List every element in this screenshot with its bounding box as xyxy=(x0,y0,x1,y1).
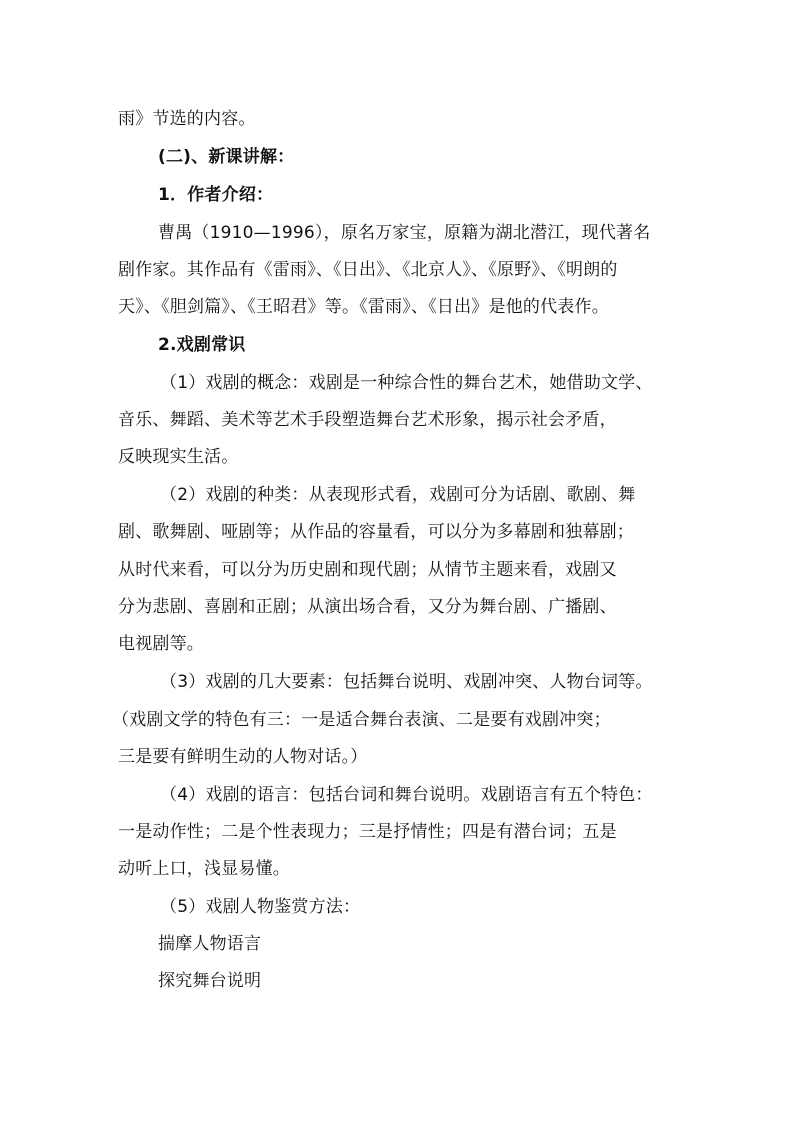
text-line: 天》、《胆剑篇》、《王昭君》等。《雷雨》、《日出》是他的代表作。 xyxy=(118,297,609,317)
text-line: （2）戏剧的种类：从表现形式看，戏剧可分为话剧、歌剧、舞 xyxy=(160,485,636,505)
text-line: 音乐、舞蹈、美术等艺术手段塑造舞台艺术形象，揭示社会矛盾， xyxy=(118,410,617,430)
text-line: 探究舞台说明 xyxy=(158,971,262,991)
text-line: 剧作家。其作品有《雷雨》、《日出》、《北京人》、《原野》、《明朗的 xyxy=(118,260,618,280)
text-line: 分为悲剧、喜剧和正剧；从演出场合看，又分为舞台剧、广播剧、 xyxy=(118,597,617,617)
subsection-heading: 1．作者介绍： xyxy=(158,185,274,205)
text-line: 从时代来看，可以分为历史剧和现代剧；从情节主题来看，戏剧又 xyxy=(118,560,617,580)
text-line: （5）戏剧人物鉴赏方法： xyxy=(160,897,361,917)
text-line: 雨》节选的内容。 xyxy=(118,109,256,129)
text-line: （4）戏剧的语言：包括台词和舞台说明。戏剧语言有五个特色： xyxy=(160,785,653,805)
section-heading: (二)、新课讲解： xyxy=(158,147,295,167)
text-line: 曹禺（1910—1996），原名万家宝，原籍为湖北潜江，现代著名 xyxy=(158,223,651,243)
text-line: （3）戏剧的几大要素：包括舞台说明、戏剧冲突、人物台词等。 xyxy=(160,672,653,692)
text-line: 反映现实生活。 xyxy=(118,447,239,467)
text-line: （1）戏剧的概念：戏剧是一种综合性的舞台艺术，她借助文学、 xyxy=(160,373,653,393)
text-line: 剧、歌舞剧、哑剧等；从作品的容量看，可以分为多幕剧和独幕剧； xyxy=(118,522,634,542)
text-line: 一是动作性；二是个性表现力；三是抒情性；四是有潜台词；五是 xyxy=(118,822,617,842)
text-line: （戏剧文学的特色有三：一是适合舞台表演、二是要有戏剧冲突； xyxy=(112,710,611,730)
subsection-heading: 2.戏剧常识 xyxy=(158,335,246,355)
text-line: 动听上口，浅显易懂。 xyxy=(118,859,290,879)
text-line: 电视剧等。 xyxy=(118,634,204,654)
text-line: 三是要有鲜明生动的人物对话。） xyxy=(118,747,368,767)
text-line: 揣摩人物语言 xyxy=(158,934,262,954)
